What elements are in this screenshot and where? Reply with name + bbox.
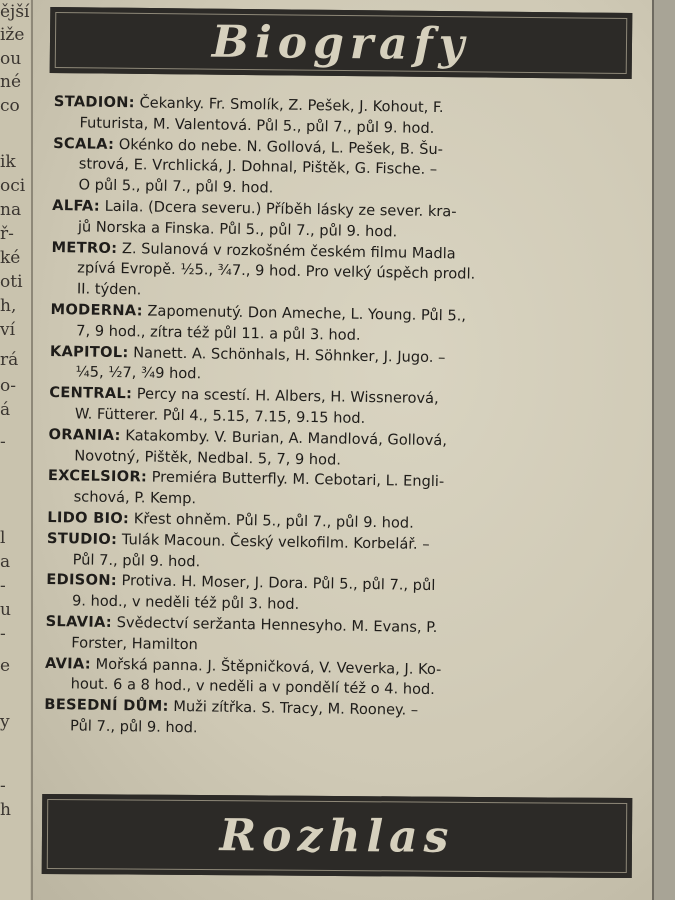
listing-text: O půl 5., půl 7., půl 9. hod. xyxy=(78,176,274,197)
listing-text: Percy na scestí. H. Albers, H. Wissnerová, xyxy=(136,385,439,408)
left-column-fragment: o- xyxy=(0,376,16,396)
listing-text: zpívá Evropě. ½5., ¾7., 9 hod. Pro velký úspěch prodl. xyxy=(77,259,476,284)
rozhlas-header-banner xyxy=(42,794,633,878)
listing-text: Muži zítřka. S. Tracy, M. Rooney. – xyxy=(173,698,419,719)
listing-text: Křest ohněm. Půl 5., půl 7., půl 9. hod. xyxy=(133,510,414,532)
left-column-fragment: a xyxy=(0,552,11,572)
listing-text: 9. hod., v neděli též půl 3. hod. xyxy=(71,592,300,614)
listing-text: Futurista, M. Valentová. Půl 5., půl 7., půl 9. hod. xyxy=(79,114,435,137)
left-column-fragment: oci xyxy=(0,176,26,196)
listing-text: Protiva. H. Moser, J. Dora. Půl 5., půl 7., půl xyxy=(121,572,436,595)
cinema-name: KAPITOL: xyxy=(49,342,129,361)
listing-text: ¼5, ½7, ¾9 hod. xyxy=(75,363,202,383)
cinema-name: MODERNA: xyxy=(50,300,143,320)
listing-text: Okénko do nebe. N. Gollová, L. Pešek, B. Šu- xyxy=(118,135,444,158)
listing-text: II. týden. xyxy=(76,280,142,299)
left-column-fragment: co xyxy=(0,96,20,116)
listing-text: Půl 7., půl 9. hod. xyxy=(69,717,198,737)
cinema-name: ALFA: xyxy=(52,196,101,215)
cinema-listing xyxy=(44,695,645,746)
listing-text: W. Fütterer. Půl 4., 5.15, 7.15, 9.15 hod. xyxy=(74,405,366,427)
left-column-fragment: ví xyxy=(0,320,16,340)
listing-text: 7, 9 hod., zítra též půl 11. a půl 3. hod. xyxy=(76,322,361,344)
left-column-fragment: rá xyxy=(0,350,19,370)
section-title-biografy: Biografy xyxy=(211,16,471,70)
cinema-name: BESEDNÍ DŮM: xyxy=(44,696,169,715)
listing-text: Forster, Hamilton xyxy=(71,634,199,654)
cinema-name: STADION: xyxy=(53,92,136,112)
cinema-name: EDISON: xyxy=(46,571,118,590)
listing-text: Čekanky. Fr. Smolík, Z. Pešek, J. Kohout, F. xyxy=(139,94,444,117)
left-column-fragment: iže xyxy=(0,25,25,45)
page-edge xyxy=(654,0,675,900)
left-column-fragment: á xyxy=(0,400,11,420)
listing-text: schová, P. Kemp. xyxy=(73,488,197,508)
listing-text: Z. Sulanová v rozkošném českém filmu Madla xyxy=(121,239,456,262)
cinema-listings xyxy=(44,92,654,746)
left-column-fragment: ké xyxy=(0,248,21,268)
listing-text: Katakomby. V. Burian, A. Mandlová, Gollová, xyxy=(125,426,448,449)
left-column-fragment: - xyxy=(0,776,6,796)
cinema-name: METRO: xyxy=(51,238,118,257)
biografy-header-banner xyxy=(50,7,633,79)
cinema-name: SCALA: xyxy=(53,134,115,153)
left-column-fragment: na xyxy=(0,200,22,220)
left-column-fragment: l xyxy=(0,528,6,548)
left-column-fragment: né xyxy=(0,72,22,92)
listing-text: Novotný, Pištěk, Nedbal. 5, 7, 9 hod. xyxy=(74,446,342,469)
section-title-rozhlas: Rozhlas xyxy=(219,809,455,863)
listing-text: Premiéra Butterfly. M. Cebotari, L. Engli- xyxy=(151,468,445,491)
listing-text: Půl 7., půl 9. hod. xyxy=(72,550,201,570)
adjacent-column-fragments xyxy=(0,0,30,900)
listing-text: Mořská panna. J. Štěpničková, V. Veverka, J. Ko- xyxy=(95,655,442,678)
column-rule-left xyxy=(31,0,33,900)
left-column-fragment: ější xyxy=(0,2,30,22)
cinema-name: LIDO BIO: xyxy=(47,508,130,528)
cinema-name: STUDIO: xyxy=(46,529,118,548)
left-column-fragment: u xyxy=(0,600,11,620)
left-column-fragment: - xyxy=(0,576,6,596)
listing-text: Tulák Macoun. Český velkofilm. Korbelář. – xyxy=(121,530,430,553)
listing-text: Zapomenutý. Don Ameche, L. Young. Půl 5., xyxy=(147,302,467,325)
left-column-fragment: ik xyxy=(0,152,16,172)
left-column-fragment: ř- xyxy=(0,224,14,244)
cinema-name: ORANIA: xyxy=(48,425,121,444)
left-column-fragment: y xyxy=(0,712,10,732)
listing-text: strová, E. Vrchlická, J. Dohnal, Pištěk, G. Fische. – xyxy=(78,155,438,179)
listing-text: Nanett. A. Schönhals, H. Söhnker, J. Jugo. – xyxy=(133,343,446,366)
cinema-listing xyxy=(52,134,653,206)
left-column-fragment: - xyxy=(0,432,6,452)
left-column-fragment: ou xyxy=(0,49,22,69)
cinema-listing xyxy=(51,238,652,310)
left-column-fragment: e xyxy=(0,656,11,676)
left-column-fragment: oti xyxy=(0,272,23,292)
left-column-fragment: h xyxy=(0,800,11,820)
listing-text: Laila. (Dcera severu.) Příběh lásky ze sever. kra- xyxy=(104,197,457,221)
listing-text: Svědectví seržanta Hennesyho. M. Evans, P. xyxy=(116,613,438,637)
listing-text: jů Norska a Finska. Půl 5., půl 7., půl 9. hod. xyxy=(77,218,398,241)
cinema-name: EXCELSIOR: xyxy=(47,467,148,486)
cinema-name: AVIA: xyxy=(44,654,92,673)
listing-text: hout. 6 a 8 hod., v neděli a v pondělí též o 4. hod. xyxy=(70,675,436,699)
left-column-fragment: h, xyxy=(0,296,17,316)
cinema-name: CENTRAL: xyxy=(49,384,133,403)
cinema-name: SLAVIA: xyxy=(45,612,113,631)
left-column-fragment: - xyxy=(0,624,6,644)
